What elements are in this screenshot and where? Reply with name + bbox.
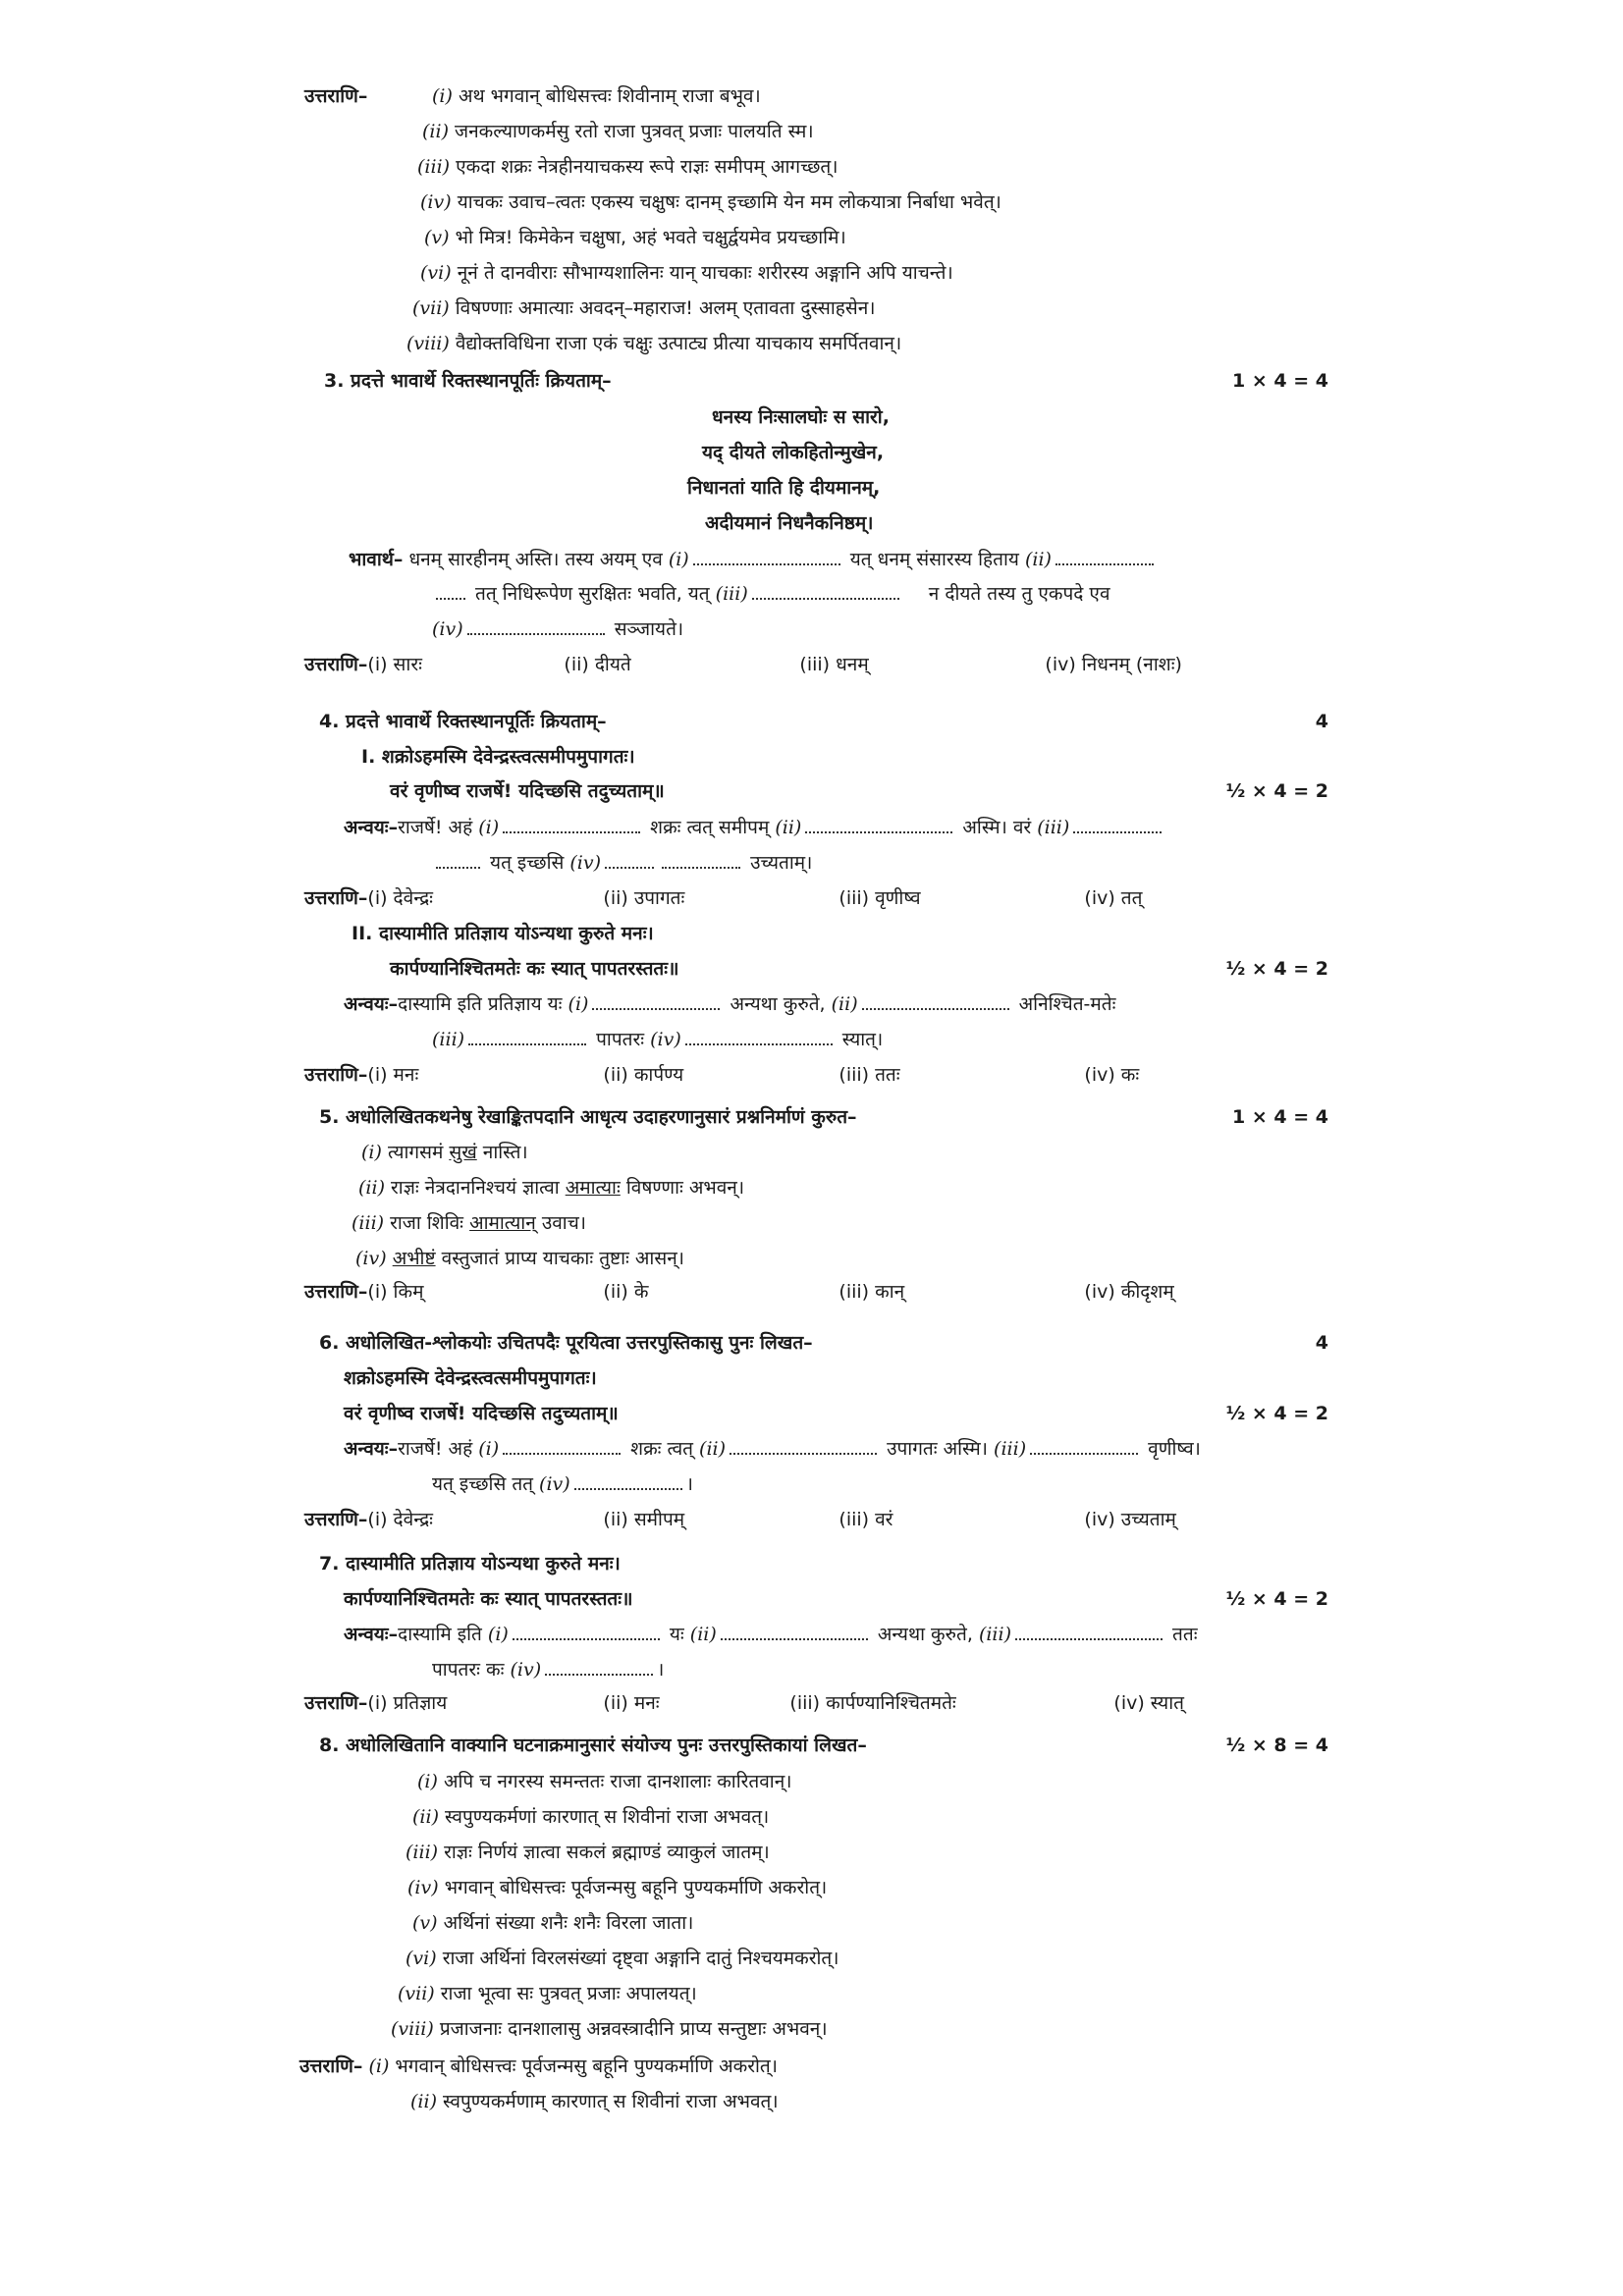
q8-item: (viii) प्रजाजनाः दानशालासु अन्नवस्त्रादीनि प्राप्य सन्तुष्टाः अभवन्।: [391, 2018, 828, 2040]
q8-item: (vii) राजा भूत्वा सः पुत्रवत् प्रजाः अपालयत्।: [398, 1983, 697, 2004]
bhavarth-line: भावार्थ– धनम् सारहीनम् अस्ति। तस्य अयम् एव (i) यत् धनम् संसारस्य हिताय (ii): [349, 547, 1158, 572]
verse-line: धनस्य निःसालघोः स सारो,: [712, 406, 890, 428]
q8-item: (vi) राजा अर्थिनां विरलसंख्यां दृष्ट्वा अङ्गानि दातुं निश्चयमकरोत्।: [406, 1948, 839, 1969]
q8-item: (iii) राज्ञः निर्णयं ज्ञात्वा सकलं ब्रह्माण्डं व्याकुलं जातम्।: [406, 1842, 770, 1863]
verse-line: अदीयमानं निधनैकनिष्ठम्।: [705, 512, 874, 534]
verse-line: I. शक्रोऽहमस्मि देवेन्द्रस्त्वत्समीपमुपागतः।: [361, 746, 635, 768]
question-4-heading: 4. प्रदत्ते भावार्थे रिक्तस्थानपूर्तिः क्रियताम्–: [319, 711, 607, 732]
verse-line: यद् दीयते लोकहितोन्मुखेन,: [702, 442, 885, 463]
question-5-heading: 5. अधोलिखितकथनेषु रेखाङ्कितपदानि आधृत्य उदाहरणानुसारं प्रश्ननिर्माणं कुरुत–: [319, 1106, 857, 1128]
answers-row: उत्तराणि–(i) देवेन्द्रः (ii) उपागतः (iii) वृणीष्व (iv) तत्: [304, 887, 1143, 909]
verse-line: निधानतां याति हि दीयमानम्,: [687, 477, 881, 499]
part-2-marks: ½ × 4 = 2: [1225, 958, 1328, 980]
answer-line: (vi) नूनं ते दानवीराः सौभाग्यशालिनः यान् याचकाः शरीरस्य अङ्गानि अपि याचन्ते।: [420, 262, 953, 284]
bhavarth-line: (iv) सञ्जायते।: [432, 618, 684, 640]
answer-line: (v) भो मित्र! किमेकेन चक्षुषा, अहं भवते चक्षुर्द्वयमेव प्रयच्छामि।: [424, 227, 846, 248]
anvaya-line: यत् इच्छसि (iv) उच्यताम्।: [432, 850, 812, 876]
q8-item: (i) अपि च नगरस्य समन्ततः राजा दानशालाः कारितवान्।: [417, 1771, 792, 1792]
question-7-marks: ½ × 4 = 2: [1225, 1588, 1328, 1610]
q8-item: (v) अर्थिनां संख्या शनैः शनैः विरला जाता।: [412, 1912, 694, 1934]
bhavarth-line: तत् निधिरूपेण सुरक्षितः भवति, यत् (iii) न दीयते तस्य तु एकपदे एव: [432, 581, 1110, 607]
q8-item: (ii) स्वपुण्यकर्मणां कारणात् स शिवीनां राजा अभवत्।: [412, 1806, 770, 1828]
answer-line: (viii) वैद्योक्तविधिना राजा एकं चक्षुः उत्पाट्य प्रीत्या याचकाय समर्पितवान्।: [406, 333, 902, 354]
q8-item: (iv) भगवान् बोधिसत्त्वः पूर्वजन्मसु बहूनि पुण्यकर्माणि अकरोत्।: [407, 1877, 828, 1898]
answer-line: (ii) स्वपुण्यकर्मणाम् कारणात् स शिवीनां राजा अभवत्।: [410, 2091, 779, 2112]
anvaya-line: अन्वयः–राजर्षे! अहं (i) शक्रः त्वत् (ii) उपागतः अस्मि। (iii) वृणीष्व।: [344, 1438, 1201, 1460]
question-7-verse: 7. दास्यामीति प्रतिज्ञाय योऽन्यथा कुरुते मनः।: [319, 1553, 621, 1575]
q6-verse-marks: ½ × 4 = 2: [1225, 1403, 1328, 1424]
anvaya-line: यत् इच्छसि तत् (iv) ।: [432, 1473, 693, 1495]
answer-line: (iv) याचकः उवाच–त्वतः एकस्य चक्षुषः दानम् इच्छामि येन मम लोकयात्रा निर्बाधा भवेत्।: [420, 191, 1001, 213]
question-5-marks: 1 × 4 = 4: [1232, 1106, 1328, 1128]
answer-line: (ii) जनकल्याणकर्मसु रतो राजा पुत्रवत् प्रजाः पालयति स्म।: [422, 121, 814, 142]
answers-row: उत्तराणि–(i) किम् (ii) के (iii) कान् (iv) कीदृशम्: [304, 1281, 1174, 1303]
q5-item: (iv) अभीष्टं वस्तुजातं प्राप्य याचकाः तुष्टाः आसन्।: [355, 1248, 684, 1269]
question-3-heading: 3. प्रदत्ते भावार्थे रिक्तस्थानपूर्तिः क्रियताम्–: [324, 370, 612, 392]
verse-line: वरं वृणीष्व राजर्षे! यदिच्छसि तदुच्यताम्॥: [390, 780, 665, 802]
answers-row: उत्तराणि–(i) देवेन्द्रः (ii) समीपम् (iii) वरं (iv) उच्यताम्: [304, 1509, 1176, 1530]
verse-line: कार्पण्यानिश्चितमतेः कः स्यात् पापतरस्ततः॥: [344, 1588, 633, 1610]
answers-row: उत्तराणि–(i) प्रतिज्ञाय (ii) मनः (iii) कार्पण्यानिश्चितमतेः (iv) स्यात्: [304, 1692, 1184, 1714]
question-8-marks: ½ × 8 = 4: [1225, 1735, 1328, 1756]
verse-line: कार्पण्यानिश्चितमतेः कः स्यात् पापतरस्ततः॥: [390, 958, 679, 980]
answers-row: उत्तराणि–(i) मनः (ii) कार्पण्य (iii) ततः (iv) कः: [304, 1064, 1140, 1086]
answers-label: उत्तराणि–: [304, 85, 368, 107]
verse-line: शक्रोऽहमस्मि देवेन्द्रस्त्वत्समीपमुपागतः।: [344, 1367, 597, 1389]
anvaya-line: पापतरः कः (iv) ।: [432, 1659, 665, 1681]
verse-line: II. दास्यामीति प्रतिज्ञाय योऽन्यथा कुरुते मनः।: [352, 923, 654, 944]
answers-row: उत्तराणि–(i) सारः (ii) दीयते (iii) धनम् (iv) निधनम् (नाशः): [304, 654, 1182, 675]
question-6-marks: 4: [1315, 1332, 1328, 1354]
question-4-marks: 4: [1315, 711, 1328, 732]
answer-line: (vii) विषण्णाः अमात्याः अवदन्–महाराज! अलम् एतावता दुस्साहसेन।: [412, 297, 876, 319]
q5-item: (ii) राज्ञः नेत्रदाननिश्चयं ज्ञात्वा अमात्याः विषण्णाः अभवन्।: [358, 1177, 745, 1199]
question-6-heading: 6. अधोलिखित-श्लोकयोः उचितपदैः पूरयित्वा उत्तरपुस्तिकासु पुनः लिखत–: [319, 1332, 813, 1354]
answer-line: (iii) एकदा शक्रः नेत्रहीनयाचकस्य रूपे राज्ञः समीपम् आगच्छत्।: [417, 156, 839, 178]
anvaya-line: अन्वयः–राजर्षे! अहं (i) शक्रः त्वत् समीपम् (ii) अस्मि। वरं (iii): [344, 815, 1165, 840]
anvaya-line: अन्वयः–दास्यामि इति (i) यः (ii) अन्यथा कुरुते, (iii) ततः: [344, 1624, 1198, 1645]
anvaya-line: अन्वयः–दास्यामि इति प्रतिज्ञाय यः (i) अन्यथा कुरुते, (ii) अनिश्चित-मतेः: [344, 993, 1116, 1015]
q5-item: (iii) राजा शिविः आमात्यान् उवाच।: [352, 1212, 586, 1234]
answers-row: उत्तराणि– (i) भगवान् बोधिसत्त्वः पूर्वजन्मसु बहूनि पुण्यकर्माणि अकरोत्।: [299, 2056, 778, 2077]
question-3-marks: 1 × 4 = 4: [1232, 370, 1328, 392]
question-8-heading: 8. अधोलिखितानि वाक्यानि घटनाक्रमानुसारं संयोज्य पुनः उत्तरपुस्तिकायां लिखत–: [319, 1735, 867, 1756]
anvaya-line: (iii) पापतरः (iv) स्यात्।: [432, 1029, 884, 1050]
verse-line: वरं वृणीष्व राजर्षे! यदिच्छसि तदुच्यताम्॥: [344, 1403, 619, 1424]
answer-line: (i) अथ भगवान् बोधिसत्त्वः शिवीनाम् राजा बभूव।: [432, 85, 761, 107]
part-1-marks: ½ × 4 = 2: [1225, 780, 1328, 802]
q5-item: (i) त्यागसमं सुखं नास्ति।: [361, 1142, 528, 1163]
